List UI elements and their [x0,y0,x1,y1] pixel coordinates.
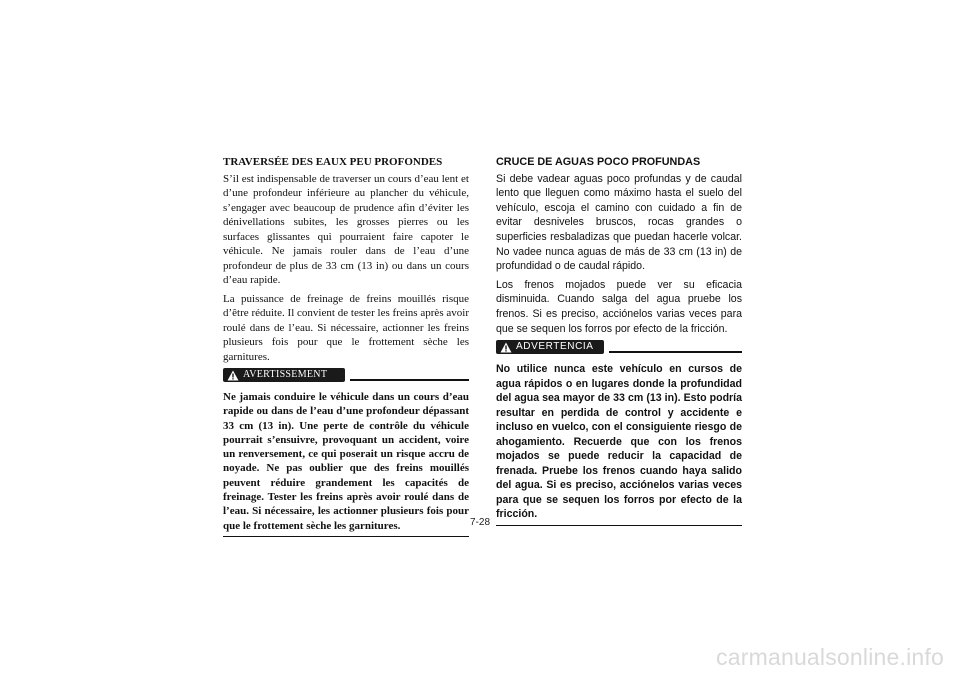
divider [609,351,742,353]
page-number: 7-28 [470,517,491,528]
warning-triangle-icon [227,370,239,381]
watermark: carmanualsonline.info [716,644,944,670]
paragraph: S’il est indispensable de traverser un cours d’eau lent et d’une profondeur inférieure au plancher du véhicule, s’engager avec beaucoup de prudence afin d’éviter les dénivellations subites, les grosses pierres ou les surfaces glissantes qui pourraient faire capoter le véhicule. Ne jamais rouler dans de l’eau d’une profondeur de plus de 33 cm (13 in) ou dans un cours d’eau rapide. [223,172,469,286]
warning-text: Ne jamais conduire le véhicule dans un cours d’eau rapide ou dans de l’eau d’une profondeur dépassant 33 cm (13 in). Une perte de contrôle du véhicule pourrait s’ensuivre, provoquant un accident, voire un renversement, ce qui poserait un risque accru de noyade. Ne pas oublier que des freins mouillés peuvent réduire grandement les capacités de freinage. Tester les freins après avoir roulé dans de l’eau. Si nécessaire, les actionner plusieurs fois pour que le frottement sèche les garnitures. [223,390,469,537]
french-column [223,155,469,537]
paragraph: Si debe vadear aguas poco profundas y de caudal lento que lleguen como máximo hasta el suelo del vehículo, escoja el camino con cuidado a fin de evitar desniveles bruscos, rocas grandes o superficies resbaladizas que puedan hacerle volcar. No vadee nunca aguas de más de 33 cm (13 in) de profundidad o de caudal rápido. [496,172,742,273]
section-heading: CRUCE DE AGUAS POCO PROFUNDAS [496,156,701,168]
paragraph: Los frenos mojados puede ver su eficacia disminuida. Cuando salga del agua pruebe los frenos. Si es preciso, acciónelos varias veces para que se sequen los forros por efecto de la fricción. [496,278,742,335]
warning-label: ADVERTENCIA [516,340,594,352]
warning-header [496,340,742,358]
warning-badge [496,340,604,354]
warning-triangle-icon [500,342,512,353]
section-heading: TRAVERSÉE DES EAUX PEU PROFONDES [223,156,443,168]
warning-text: No utilice nunca este vehículo en cursos de agua rápidos o en lugares donde la profundidad del agua sea mayor de 33 cm (13 in). Esto podría resultar en perdida de control y accidente e incluso en vuelco, con el consiguiente riesgo de ahogamiento. Recuerde que con los frenos mojados se puede reducir la capacidad de frenada. Pruebe los frenos cuando haya salido del agua. Si es preciso, acciónelos varias veces para que se sequen los forros por efecto de la fricción. [496,362,742,526]
paragraph: La puissance de freinage de freins mouillés risque d’être réduite. Il convient de tester les freins après avoir roulé dans de l’eau. Si nécessaire, actionner les freins plusieurs fois pour que le frottement sèche les garnitures. [223,292,469,363]
warning-badge [223,368,345,382]
divider [350,379,469,381]
warning-header [223,368,469,386]
warning-label: AVERTISSEMENT [243,368,328,380]
spanish-column [496,155,742,526]
